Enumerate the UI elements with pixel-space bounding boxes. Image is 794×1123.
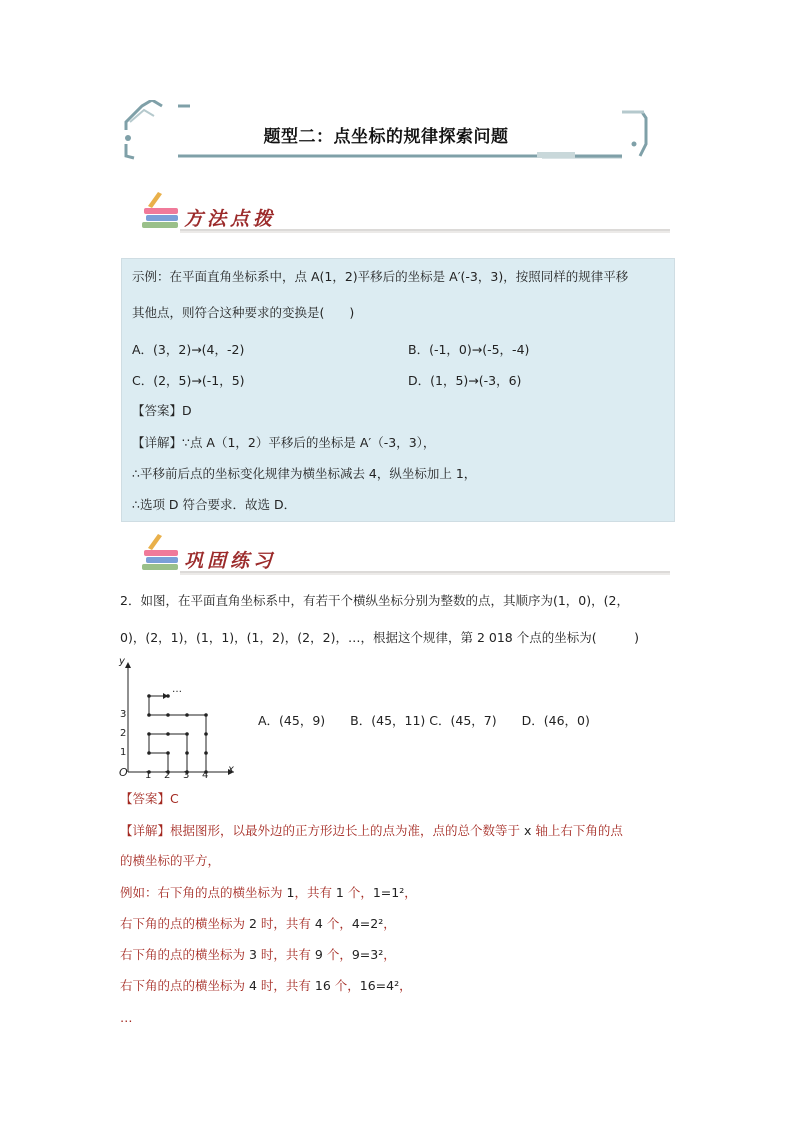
row-formula: 1=1²	[372, 885, 405, 900]
row-num: 9	[314, 947, 323, 962]
detail-line-2: 的横坐标的平方，	[120, 853, 221, 868]
row-text: 个，	[322, 916, 352, 931]
section-title: 巩固练习	[184, 550, 277, 572]
row-text: 时，共有	[256, 978, 315, 993]
row-num: 16	[314, 978, 331, 993]
row-text: 右下角的点的横坐标为	[120, 947, 249, 962]
row-text: ，	[404, 885, 417, 900]
row-num: 4	[248, 978, 257, 993]
detail-text: 【详解】根据图形，以最外边的正方形边长上的点为准，点的总个数等于	[120, 823, 524, 838]
question-line-1: 2．如图，在平面直角坐标系中，有若干个横纵坐标分别为整数的点，其顺序为(1，0)，(2，	[120, 593, 629, 608]
option-c: C．(2，5)→(-1，5)	[132, 373, 245, 388]
row-text: ，	[383, 916, 396, 931]
y-axis-label: y	[119, 656, 125, 667]
row-num: 4	[314, 916, 323, 931]
option-b: B．(-1，0)→(-5，-4)	[408, 342, 530, 357]
section-title: 方法点拨	[184, 208, 277, 230]
example-answer: 【答案】D	[132, 403, 192, 418]
row-text: 个，	[322, 947, 352, 962]
row-text: 右下角的点的横坐标为	[120, 916, 249, 931]
row-num: 1	[335, 885, 344, 900]
y-tick-label: 3	[120, 709, 127, 720]
origin-label: O	[119, 766, 128, 779]
row-formula: 4=2²	[351, 916, 384, 931]
example-line-1: 示例：在平面直角坐标系中，点 A(1，2)平移后的坐标是 A′(-3，3)，按照同样的规律平移	[132, 269, 629, 284]
x-tick-label: 4	[202, 770, 209, 781]
page-title: 题型二：点坐标的规律探索问题	[263, 127, 509, 147]
section-header-practice	[140, 528, 670, 578]
example-detail-1: 【详解】∵点 A（1，2）平移后的坐标是 A′（-3，3），	[132, 435, 436, 450]
y-tick-label: 2	[120, 728, 127, 739]
detail-var-x: x	[523, 823, 532, 838]
section-header-method	[140, 186, 670, 236]
detail-ellipsis: …	[120, 1010, 133, 1025]
row-text: ，	[399, 978, 412, 993]
x-tick-label: 2	[164, 770, 171, 781]
row-text: 例如：右下角的点的横坐标为	[120, 885, 287, 900]
question-answer: 【答案】C	[120, 791, 179, 806]
row-text: ，	[383, 947, 396, 962]
question-line-2: 0)，(2，1)，(1，1)，(1，2)，(2，2)，…，根据这个规律，第 2 018 个点的坐标为( )	[120, 630, 639, 645]
example-row-1	[120, 885, 417, 901]
question-options: A．(45，9) B．(45，11) C．(45，7) D．(46，0)	[258, 713, 590, 728]
example-row-2	[120, 916, 396, 932]
row-text: 时，共有	[256, 947, 315, 962]
row-text: 右下角的点的横坐标为	[120, 978, 249, 993]
row-formula: 16=4²	[359, 978, 400, 993]
option-d: D．(1，5)→(-3，6)	[408, 373, 522, 388]
example-detail-2: ∴平移前后点的坐标变化规律为横坐标减去 4，纵坐标加上 1，	[132, 466, 477, 481]
row-text: 时，共有	[256, 916, 315, 931]
row-text: 个，	[330, 978, 360, 993]
spiral-point-graph	[116, 658, 238, 778]
row-num: 3	[248, 947, 257, 962]
row-num: 1	[286, 885, 295, 900]
graph-ellipsis: …	[172, 684, 182, 695]
example-detail-3: ∴选项 D 符合要求．故选 D．	[132, 497, 297, 512]
example-row-4	[120, 978, 412, 994]
x-axis-label: x	[228, 764, 234, 775]
example-line-2: 其他点，则符合这种要求的变换是( )	[132, 305, 355, 320]
row-formula: 9=3²	[351, 947, 384, 962]
option-a: A．(3，2)→(4，-2)	[132, 342, 245, 357]
detail-line-1	[120, 823, 623, 839]
example-box	[121, 258, 675, 522]
y-tick-label: 1	[120, 747, 127, 758]
row-text: 个，	[343, 885, 373, 900]
x-tick-label: 1	[145, 770, 152, 781]
row-text: ，共有	[294, 885, 336, 900]
example-row-3	[120, 947, 396, 963]
row-num: 2	[248, 916, 257, 931]
x-tick-label: 3	[183, 770, 190, 781]
detail-text: 轴上右下角的点	[531, 823, 623, 838]
